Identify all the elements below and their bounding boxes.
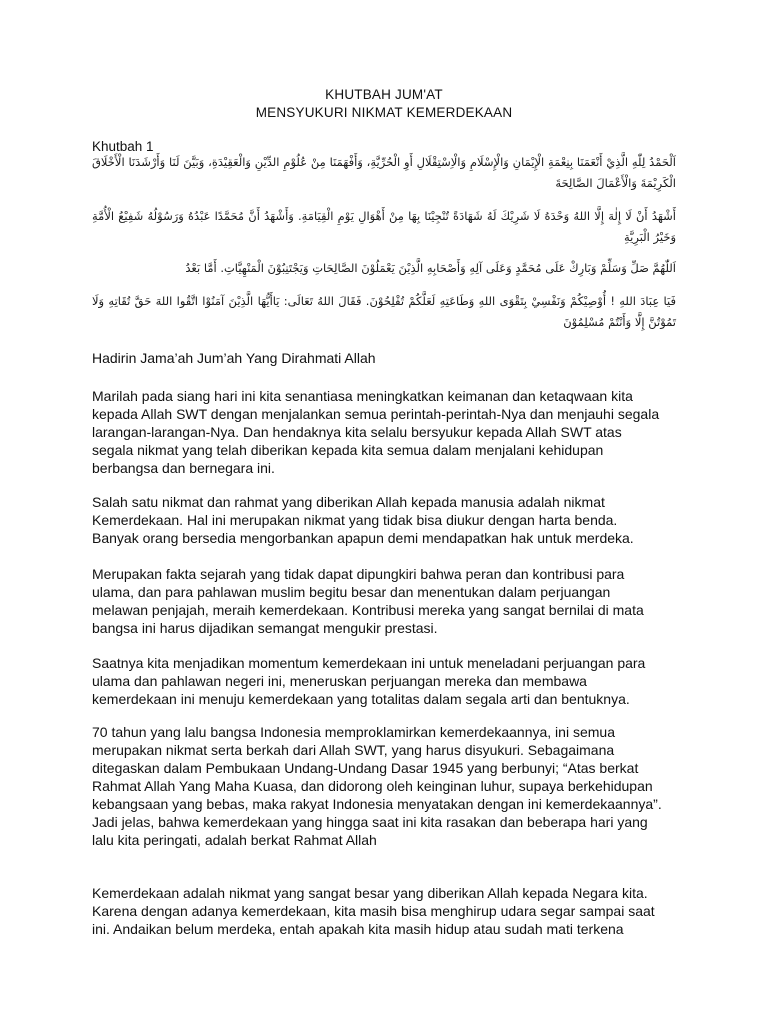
arabic-taqwa-verse: فَيَا عِبَادَ اللهِ ! أُوْصِيْكُمْ وَنَفْسِيْ بِتَقْوَى اللهِ وَطَاعَتِهِ لَعَلَّكُمْ تُفْلِحُوْنَ. فَقَالَ اللهُ تَعَالَى: يَاأَيُّهَا الَّذِيْنَ آمَنُوْا اتَّقُوا اللهَ حَقَّ تُقَاتِهِ وَلَا تَمُوْتُنَّ إِلَّا وَأَنْتُمْ مُسْلِمُوْنَ [92, 294, 676, 329]
paragraph-line: melawan penjajah, meraih kemerdekaan. Kontribusi mereka yang sangat bernilai di mata [92, 602, 644, 618]
paragraph-line: Jadi jelas, bahwa kemerdekaan yang hingga saat ini kita rasakan dan beberapa hari yang [92, 814, 648, 830]
paragraph-line: larangan-larangan-Nya. Dan hendaknya kita selalu bersyukur kepada Allah SWT atas [92, 424, 622, 440]
paragraph-line: ulama dan pahlawan negeri ini, meneruskan perjuangan mereka dan membawa [92, 673, 587, 689]
paragraph-line: Karena dengan adanya kemerdekaan, kita masih bisa menghirup udara segar sampai saat [92, 903, 655, 919]
document-title: KHUTBAH JUM'AT [325, 87, 443, 102]
paragraph [92, 884, 684, 938]
paragraph-line: kebangsaan yang bebas, maka rakyat Indonesia menyatakan dengan ini kemerdekaannya”. [92, 796, 662, 812]
paragraph-line: Marilah pada siang hari ini kita senantiasa meningkatkan keimanan dan ketaqwaan kita [92, 388, 633, 404]
paragraph-line: Banyak orang bersedia mengorbankan apapun demi mendapatkan hak untuk merdeka. [92, 530, 634, 546]
paragraph [92, 493, 684, 547]
paragraph-line: berbangsa dan bernegara ini. [92, 460, 275, 476]
document-subtitle: MENSYUKURI NIKMAT KEMERDEKAAN [255, 105, 513, 120]
sermon-heading: Hadirin Jama’ah Jum’ah Yang Dirahmati Allah [92, 350, 376, 366]
paragraph-line: segala nikmat yang telah diberikan kepada kita semua dalam menjalani kehidupan [92, 442, 604, 458]
section-label: Khutbah 1 [92, 139, 154, 154]
paragraph-line: Salah satu nikmat dan rahmat yang diberikan Allah kepada manusia adalah nikmat [92, 494, 605, 510]
paragraph-line: kemerdekaan ini menuju kemerdekaan yang totalitas dalam segala arti dan bentuknya. [92, 691, 630, 707]
arabic-shahada: أَشْهَدُ أَنْ لَا إِلٰهَ إِلَّا اللهُ وَحْدَهُ لَا شَرِيْكَ لَهُ شَهَادَةً تُنْجِيْنَا بِهَا مِنْ أَهْوَالِ يَوْمِ الْقِيَامَةِ. وَأَشْهَدُ أَنَّ مُحَمَّدًا عَبْدُهُ وَرَسُوْلُهُ شَفِيْعُ الْأُمَّةِ وَخَيْرُ الْبَرِيَّةِ [92, 209, 676, 244]
paragraph-line: Merupakan fakta sejarah yang tidak dapat dipungkiri bahwa peran dan kontribusi para [92, 566, 625, 582]
paragraph-line: ditegaskan dalam Pembukaan Undang-Undang Dasar 1945 yang berbunyi; “Atas berkat [92, 760, 639, 776]
paragraph-line: merupakan nikmat serta berkah dari Allah SWT, yang harus disyukuri. Sebagaimana [92, 742, 615, 758]
paragraph [92, 565, 684, 637]
paragraph-line: Saatnya kita menjadikan momentum kemerdekaan ini untuk meneladani perjuangan para [92, 655, 646, 671]
arabic-salawat: اَللّٰهُمَّ صَلِّ وَسَلِّمْ وَبَارِكْ عَلَى مُحَمَّدٍ وَعَلَى آلِهِ وَأَصْحَابِهِ الَّذِيْنَ يَعْمَلُوْنَ الصَّالِحَاتِ وَيَجْتَنِبُوْنَ الْمَنْهِيَّاتِ. أَمَّا بَعْدُ [185, 261, 676, 275]
paragraph [92, 723, 684, 849]
arabic-opening-praise: اَلْحَمْدُ لِلّٰهِ الَّذِيْ أَنْعَمَنَا بِنِعْمَةِ الْإِيْمَانِ وَالْإِسْلَامِ وَالْاِسْتِقْلَالِ أَوِ الْحُرِّيَّةِ، وَأَفْهَمَنَا مِنْ عُلُوْمِ الدِّيْنِ وَالْعَقِيْدَةِ، وَبَيَّنَ لَنَا وَأَرْشَدَنَا الْأَخْلَاقَ الْكَرِيْمَةَ وَالْأَعْمَالَ الصَّالِحَةَ [92, 155, 676, 190]
paragraph-line: lalu kita peringati, adalah berkat Rahmat Allah [92, 832, 377, 848]
paragraph-line: Rahmat Allah Yang Maha Kuasa, dan didorong oleh keinginan luhur, supaya berkehidupan [92, 778, 653, 794]
paragraph-line: kepada Allah SWT dengan menjalankan semua perintah-perintah-Nya dan menjauhi segala [92, 406, 660, 422]
paragraph-line: Kemerdekaan. Hal ini merupakan nikmat yang tidak bisa diukur dengan harta benda. [92, 512, 618, 528]
paragraph-line: Kemerdekaan adalah nikmat yang sangat besar yang diberikan Allah kepada Negara kita. [92, 885, 648, 901]
paragraph [92, 387, 684, 477]
paragraph-line: ulama, dan para pahlawan muslim begitu besar dan menentukan dalam perjuangan [92, 584, 611, 600]
paragraph [92, 654, 684, 708]
paragraph-line: ini. Andaikan belum merdeka, entah apakah kita masih hidup atau sudah mati terkena [92, 921, 624, 937]
paragraph-line: bangsa ini harus dijadikan semangat mengukir prestasi. [92, 620, 438, 636]
paragraph-line: 70 tahun yang lalu bangsa Indonesia memproklamirkan kemerdekaannya, ini semua [92, 724, 615, 740]
